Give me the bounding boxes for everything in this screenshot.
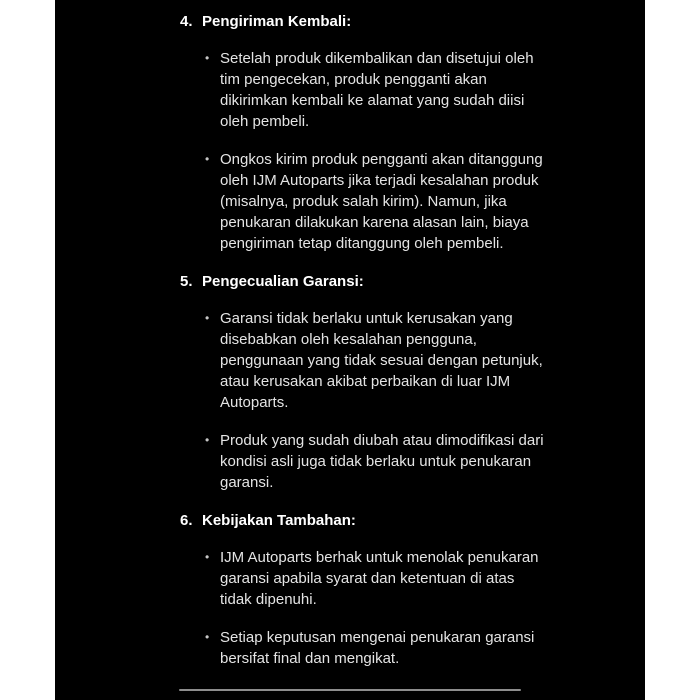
bullet-icon: • xyxy=(205,433,210,447)
bullet-icon: • xyxy=(205,311,210,325)
section-title: Kebijakan Tambahan: xyxy=(202,512,356,529)
section-number: 6. xyxy=(180,512,193,529)
bullet-text: Setiap keputusan mengenai penukaran garansi bersifat final dan mengikat. xyxy=(220,629,535,667)
policy-section xyxy=(180,510,550,669)
section-number: 5. xyxy=(180,273,193,290)
bullet-item xyxy=(205,430,550,493)
bullet-item xyxy=(205,308,550,413)
section-title: Pengecualian Garansi: xyxy=(202,273,364,290)
bullet-icon: • xyxy=(205,152,210,166)
bullet-item xyxy=(205,547,550,610)
policy-section xyxy=(180,271,550,493)
bullet-item xyxy=(205,627,550,669)
section-heading xyxy=(180,271,550,292)
bullet-text: Produk yang sudah diubah atau dimodifikasi dari kondisi asli juga tidak berlaku untuk penukaran garansi. xyxy=(220,432,544,491)
bullet-text: IJM Autoparts berhak untuk menolak penukaran garansi apabila syarat dan ketentuan di atas tidak dipenuhi. xyxy=(220,549,539,608)
policy-section xyxy=(180,11,550,254)
bullet-item xyxy=(205,149,550,254)
policy-panel xyxy=(55,0,645,700)
section-number: 4. xyxy=(180,13,193,30)
section-title: Pengiriman Kembali: xyxy=(202,13,352,30)
bullet-text: Ongkos kirim produk pengganti akan ditanggung oleh IJM Autoparts jika terjadi kesalahan produk (misalnya, produk salah kirim). Namun, jika penukaran dilakukan karena alasan lain, biaya pengiriman tetap ditanggung oleh pembeli. xyxy=(220,151,543,252)
home-indicator-bar[interactable] xyxy=(179,689,521,691)
policy-document xyxy=(55,0,645,669)
bullet-icon: • xyxy=(205,550,210,564)
bullet-icon: • xyxy=(205,630,210,644)
bullet-item xyxy=(205,48,550,132)
section-heading xyxy=(180,510,550,531)
bullet-text: Garansi tidak berlaku untuk kerusakan yang disebabkan oleh kesalahan pengguna, penggunaan yang tidak sesuai dengan petunjuk, atau kerusakan akibat perbaikan di luar IJM Autoparts. xyxy=(220,310,543,411)
section-heading xyxy=(180,11,550,32)
bullet-text: Setelah produk dikembalikan dan disetujui oleh tim pengecekan, produk pengganti akan dikirimkan kembali ke alamat yang sudah diisi oleh pembeli. xyxy=(220,50,534,130)
bullet-icon: • xyxy=(205,51,210,65)
